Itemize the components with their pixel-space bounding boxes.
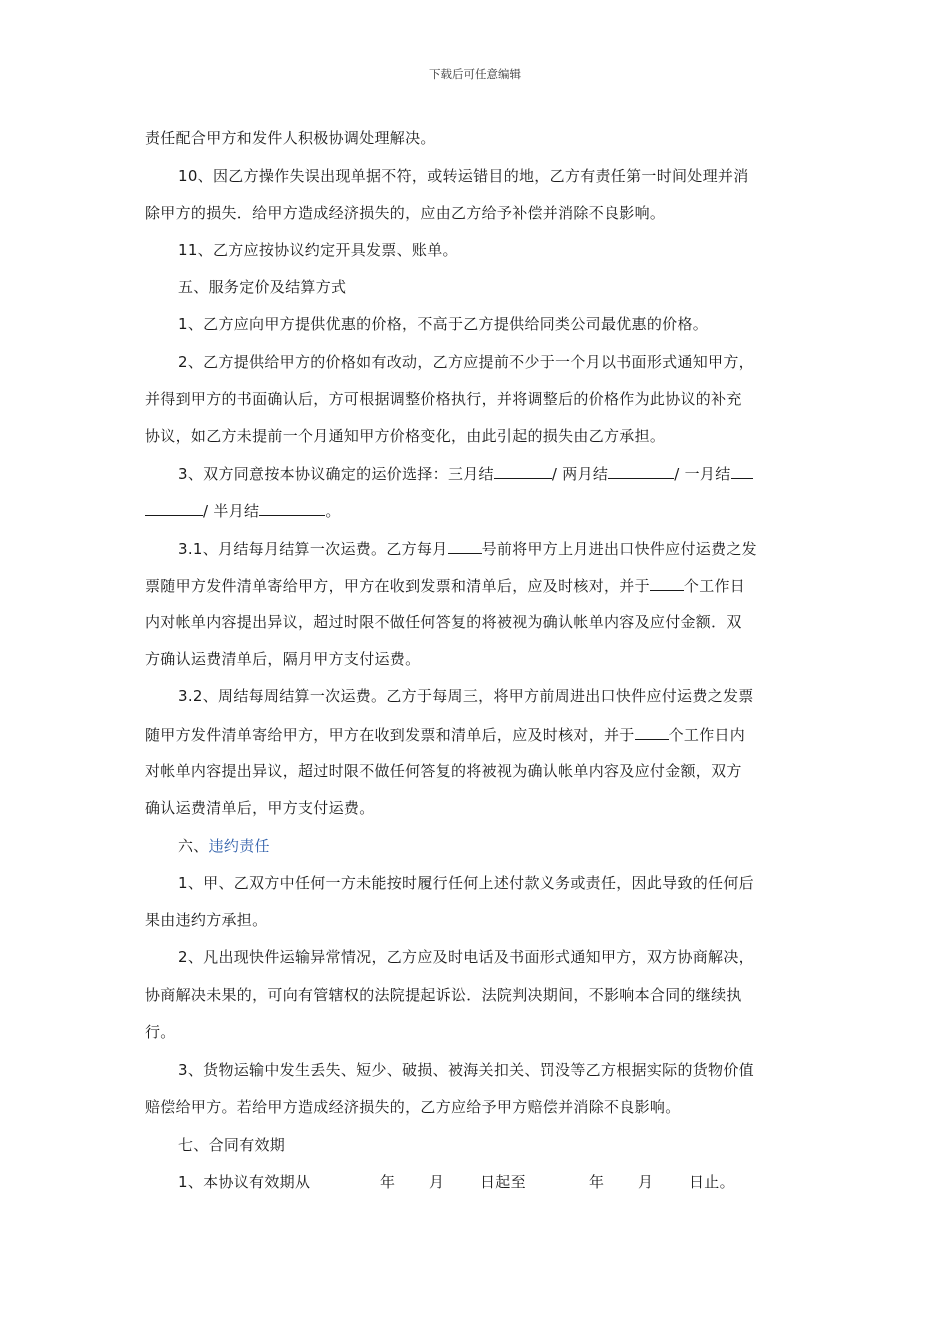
paragraph-line xyxy=(145,724,745,745)
text-segment: 3、双方同意按本协议确定的运价选择：三月结 xyxy=(178,465,494,483)
text-segment: 票随甲方发件清单寄给甲方，甲方在收到发票和清单后，应及时核对，并于 xyxy=(145,577,650,595)
breach-liability-link[interactable]: 违约责任 xyxy=(208,837,270,855)
validity-line: 1、本协议有效期从 xyxy=(178,1173,311,1191)
paragraph-line: 11、乙方应按协议约定开具发票、账单。 xyxy=(178,241,458,259)
blank-monthly xyxy=(731,463,753,479)
blank-monthly-cont xyxy=(145,500,203,516)
paragraph-line: 对帐单内容提出异议，超过时限不做任何答复的将被视为确认帐单内容及应付金额，双方 xyxy=(145,762,742,780)
blank-workdays xyxy=(650,575,684,591)
text-segment: 月 xyxy=(429,1173,445,1191)
paragraph-line: 赔偿给甲方。若给甲方造成经济损失的，乙方应给予甲方赔偿并消除不良影响。 xyxy=(145,1098,681,1116)
blank-workdays-weekly xyxy=(635,724,669,740)
paragraph-line: 协商解决未果的，可向有管辖权的法院提起诉讼．法院判决期间，不影响本合同的继续执 xyxy=(145,986,742,1004)
paragraph-line xyxy=(178,538,757,559)
page-header: 下载后可任意编辑 xyxy=(429,67,521,81)
paragraph-line: 并得到甲方的书面确认后，方可根据调整价格执行，并将调整后的价格作为此协议的补充 xyxy=(145,390,742,408)
paragraph-line: 果由违约方承担。 xyxy=(145,911,268,929)
text-segment: 日止。 xyxy=(689,1173,735,1191)
text-segment: / 一月结 xyxy=(674,465,731,483)
blank-day xyxy=(448,538,482,554)
text-segment: 六、 xyxy=(178,837,209,855)
text-segment: / 两月结 xyxy=(551,465,609,483)
text-segment: / 半月结 xyxy=(203,502,260,520)
paragraph-line: 行。 xyxy=(145,1023,176,1041)
text-segment: 3.1、月结每月结算一次运费。乙方每月 xyxy=(178,540,448,558)
paragraph-line xyxy=(178,463,753,484)
text-segment: 个工作日 xyxy=(683,577,746,595)
blank-bimonthly xyxy=(608,463,674,479)
paragraph-line: 内对帐单内容提出异议，超过时限不做任何答复的将被视为确认帐单内容及应付金额．双 xyxy=(145,613,742,631)
paragraph-line: 3.2、周结每周结算一次运费。乙方于每周三，将甲方前周进出口快件应付运费之发票 xyxy=(178,687,754,705)
text-segment: 。 xyxy=(325,502,341,520)
paragraph-line: 除甲方的损失．给甲方造成经济损失的，应由乙方给予补偿并消除不良影响。 xyxy=(145,204,666,222)
text-segment: 日起至 xyxy=(480,1173,526,1191)
section-heading: 七、合同有效期 xyxy=(178,1136,286,1154)
paragraph-line: 确认运费清单后，甲方支付运费。 xyxy=(145,799,375,817)
paragraph-line: 2、乙方提供给甲方的价格如有改动，乙方应提前不少于一个月以书面形式通知甲方， xyxy=(178,353,754,371)
paragraph-line: 协议，如乙方未提前一个月通知甲方价格变化，由此引起的损失由乙方承担。 xyxy=(145,427,666,445)
paragraph-line: 1、甲、乙双方中任何一方未能按时履行任何上述付款义务或责任，因此导致的任何后 xyxy=(178,874,754,892)
paragraph-line: 责任配合甲方和发件人积极协调处理解决。 xyxy=(145,129,436,147)
text-segment: 个工作日内 xyxy=(668,726,746,744)
paragraph-line: 1、乙方应向甲方提供优惠的价格，不高于乙方提供给同类公司最优惠的价格。 xyxy=(178,315,709,333)
blank-semimonthly xyxy=(259,500,325,516)
text-segment: 年 xyxy=(380,1173,396,1191)
paragraph-line: 3、货物运输中发生丢失、短少、破损、被海关扣关、罚没等乙方根据实际的货物价值 xyxy=(178,1061,754,1079)
text-segment: 年 xyxy=(589,1173,605,1191)
paragraph-line: 2、凡出现快件运输异常情况，乙方应及时电话及书面形式通知甲方，双方协商解决， xyxy=(178,948,754,966)
paragraph-line: 10、因乙方操作失误出现单据不符，或转运错目的地，乙方有责任第一时间处理并消 xyxy=(178,167,749,185)
blank-quarterly xyxy=(494,463,552,479)
section-heading: 五、服务定价及结算方式 xyxy=(178,278,347,296)
paragraph-line xyxy=(145,500,341,521)
section-heading xyxy=(178,836,270,856)
text-segment: 月 xyxy=(638,1173,654,1191)
paragraph-line xyxy=(145,575,745,596)
text-segment: 随甲方发件清单寄给甲方，甲方在收到发票和清单后，应及时核对，并于 xyxy=(145,726,635,744)
paragraph-line: 方确认运费清单后，隔月甲方支付运费。 xyxy=(145,650,421,668)
text-segment: 号前将甲方上月进出口快件应付运费之发 xyxy=(481,540,757,558)
